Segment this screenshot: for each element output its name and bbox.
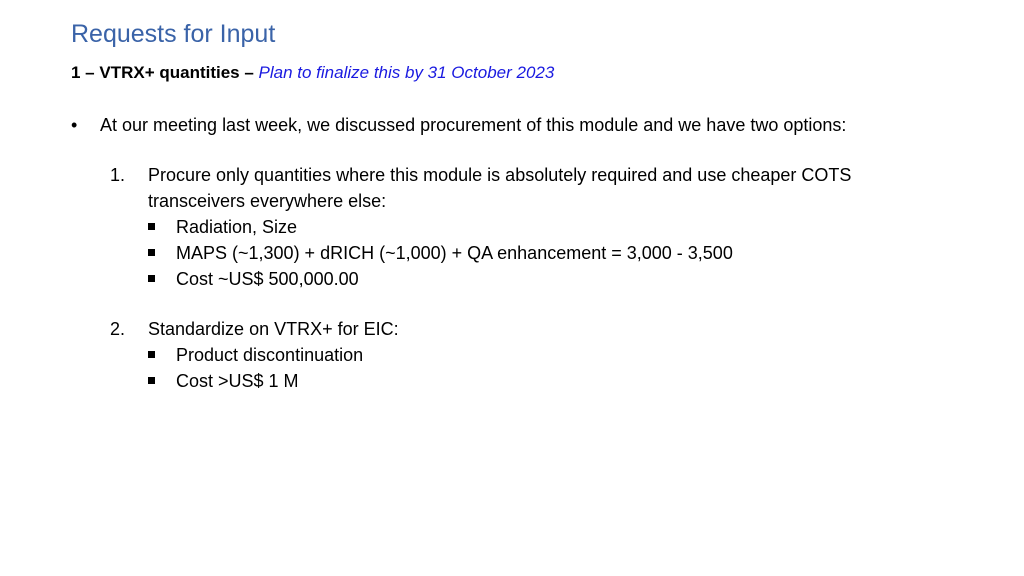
option-number: 2. xyxy=(110,319,126,339)
option-line: transceivers everywhere else: xyxy=(148,191,387,211)
bullet-marker: • xyxy=(71,115,78,135)
slide-title: Requests for Input xyxy=(71,20,276,48)
sub-item-text: Product discontinuation xyxy=(176,345,364,365)
option-number: 1. xyxy=(110,165,126,185)
square-bullet-icon xyxy=(148,351,155,358)
option-line: Standardize on VTRX+ for EIC: xyxy=(148,319,399,339)
subtitle xyxy=(71,61,554,85)
square-bullet-icon xyxy=(148,223,155,230)
square-bullet-icon xyxy=(148,275,155,282)
sub-item-text: Radiation, Size xyxy=(176,217,298,237)
square-bullet-icon xyxy=(148,249,155,256)
subtitle-lead: 1 – VTRX+ quantities – xyxy=(71,63,259,82)
subtitle-plan: Plan to finalize this by 31 October 2023 xyxy=(258,63,555,82)
bullet-text: At our meeting last week, we discussed procurement of this module and we have two options: xyxy=(100,115,847,135)
sub-item-text: Cost ~US$ 500,000.00 xyxy=(176,269,359,289)
sub-item-text: Cost >US$ 1 M xyxy=(176,371,299,391)
square-bullet-icon xyxy=(148,377,155,384)
option-line: Procure only quantities where this module is absolutely required and use cheaper COTS xyxy=(148,165,852,185)
sub-item-text: MAPS (~1,300) + dRICH (~1,000) + QA enhancement = 3,000 - 3,500 xyxy=(176,243,733,263)
